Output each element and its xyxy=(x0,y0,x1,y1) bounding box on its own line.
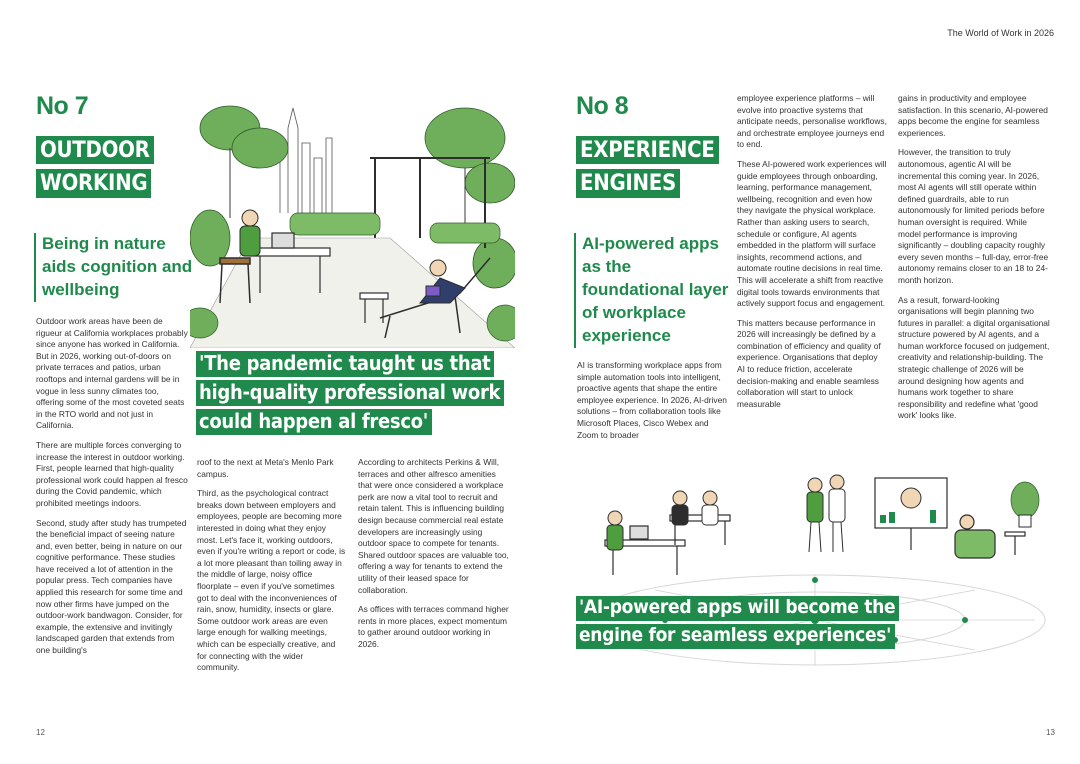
pull-quote-line: 'The pandemic taught us that xyxy=(196,351,494,377)
outdoor-garden-illustration xyxy=(190,88,515,348)
paragraph: As a result, forward-looking organisations will begin planning two futures in parallel: a digital organisational structure powered by AI agents, and a human workforce focused on judgement, creativity and relationship-building. The strategic challenge of 2026 will be around designing how agents and humans work together to share responsibility and redefine what 'good work' looks like. xyxy=(898,294,1050,421)
paragraph: However, the transition to truly autonomous, agentic AI will be incremental this coming year. In 2026, most AI agents will still operate within defined guardrails, able to run autonomously for limited periods before human oversight is required. While model performance is improving significantly – doubling capacity roughly every seven months – full-day, error-free autonomy remains closer to an 18 to 24-month horizon. xyxy=(898,147,1049,285)
body-column-3 xyxy=(358,457,510,659)
paragraph: roof to the next at Meta's Menlo Park campus. xyxy=(197,457,334,479)
paragraph: AI is transforming workplace apps from simple automation tools into intelligent, proactive agents that shape the entire employee experience. In 2026, AI-driven solutions – from collaboration tools like Microsoft Places, Cisco Webex and Zoom to broader xyxy=(577,360,727,440)
section-title xyxy=(576,136,726,203)
body-column-1 xyxy=(36,316,188,665)
body-column-1 xyxy=(577,360,727,449)
paragraph: These AI-powered work experiences will guide employees through onboarding, learning, performance management, wellbeing, recognition and even how they navigate the physical workplace. Rather than asking users to search, schedule or configure, AI agents embedded in the platform will surface insights, recommend actions, and automate routine decisions in real time. This will accelerate a shift from reactive digital tools towards environments that actively support focus and engagement. xyxy=(737,158,887,309)
page-number: 13 xyxy=(1046,728,1055,737)
paragraph: There are multiple forces converging to increase the interest in outdoor working. First, people learned that high-quality professional work could happen al fresco during the Covid pandemic, which prohibited meetings indoors. xyxy=(36,439,188,508)
running-title: The World of Work in 2026 xyxy=(947,28,1054,38)
section-title xyxy=(36,136,196,203)
paragraph: gains in productivity and employee satisfaction. In this scenario, AI-powered apps become the engine for seamless experiences. xyxy=(898,93,1048,138)
section-number: No 7 xyxy=(36,92,89,120)
paragraph: employee experience platforms – will evolve into proactive systems that anticipate needs, personalise workflows, and orchestrate employee journeys end to end. xyxy=(737,93,887,150)
title-line: EXPERIENCE xyxy=(576,136,719,164)
paragraph: As offices with terraces command higher rents in more places, expect momentum to gather around outdoor working in 2026. xyxy=(358,604,509,649)
pull-quote-line: engine for seamless experiences' xyxy=(576,624,895,649)
title-line: ENGINES xyxy=(576,169,680,197)
title-line: OUTDOOR xyxy=(36,136,154,164)
body-column-2 xyxy=(197,457,347,682)
body-column-3 xyxy=(898,93,1050,430)
paragraph: Third, as the psychological contract breaks down between employers and employees, people are becoming more interested in doing what they enjoy most. Let's face it, working outdoors, even if you're writing a report or code, is a lot more pleasant than toiling away in the middle of large, noisy office floorplate – even if you've sometimes got to deal with the inconveniences of rain, snow, humidity, insects or glare. Some outdoor work areas are even large enough for walking meetings, which can be especially creative, and for connecting with the wider community. xyxy=(197,488,346,673)
subheading: AI-powered apps as the foundational layer of workplace experience xyxy=(574,233,732,348)
pull-quote xyxy=(576,596,899,652)
paragraph: Outdoor work areas have been de rigueur at California workplaces probably since anyone has worked in California. But in 2026, working out-of-doors on private terraces and patios, urban rooftops and internal gardens will be in vogue in less sunny climates too, offering some of the most coveted seats in the RTO world and not just in California. xyxy=(36,316,188,431)
paragraph: Second, study after study has trumpeted the beneficial impact of seeing nature and, even better, being in nature on our cognitive performance. These studies have received a lot of attention in the popular press. Tech companies have applied this research for some time and now other firms have jumped on the outdoor-work bandwagon. Consider, for example, the extensive and invitingly landscaped garden that extends from one building's xyxy=(36,517,187,656)
paragraph: According to architects Perkins & Will, terraces and other alfresco amenities that were once considered a workplace perk are now a vital tool to recruit and retain talent. This is influencing building design because commercial real estate developers are increasingly using outdoor space to compete for tenants. Shared outdoor spaces are valuable too, offering a way for tenants to extend the utility of their leased space for collaboration. xyxy=(358,457,509,595)
section-number: No 8 xyxy=(576,92,629,120)
subheading: Being in nature aids cognition and wellbeing xyxy=(34,233,194,302)
pull-quote-line: high-quality professional work xyxy=(196,380,504,406)
pull-quote-line: could happen al fresco' xyxy=(196,409,432,435)
pull-quote-line: 'AI-powered apps will become the xyxy=(576,596,899,621)
title-line: WORKING xyxy=(36,169,151,197)
page-number: 12 xyxy=(36,728,45,737)
pull-quote xyxy=(196,351,504,438)
body-column-2 xyxy=(737,93,887,418)
paragraph: This matters because performance in 2026 will increasingly be defined by a combination of efficiency and quality of experience. Organisations that deploy AI to reduce friction, accelerate decision-making and enable seamless collaboration will start to unlock measurable xyxy=(737,317,881,409)
